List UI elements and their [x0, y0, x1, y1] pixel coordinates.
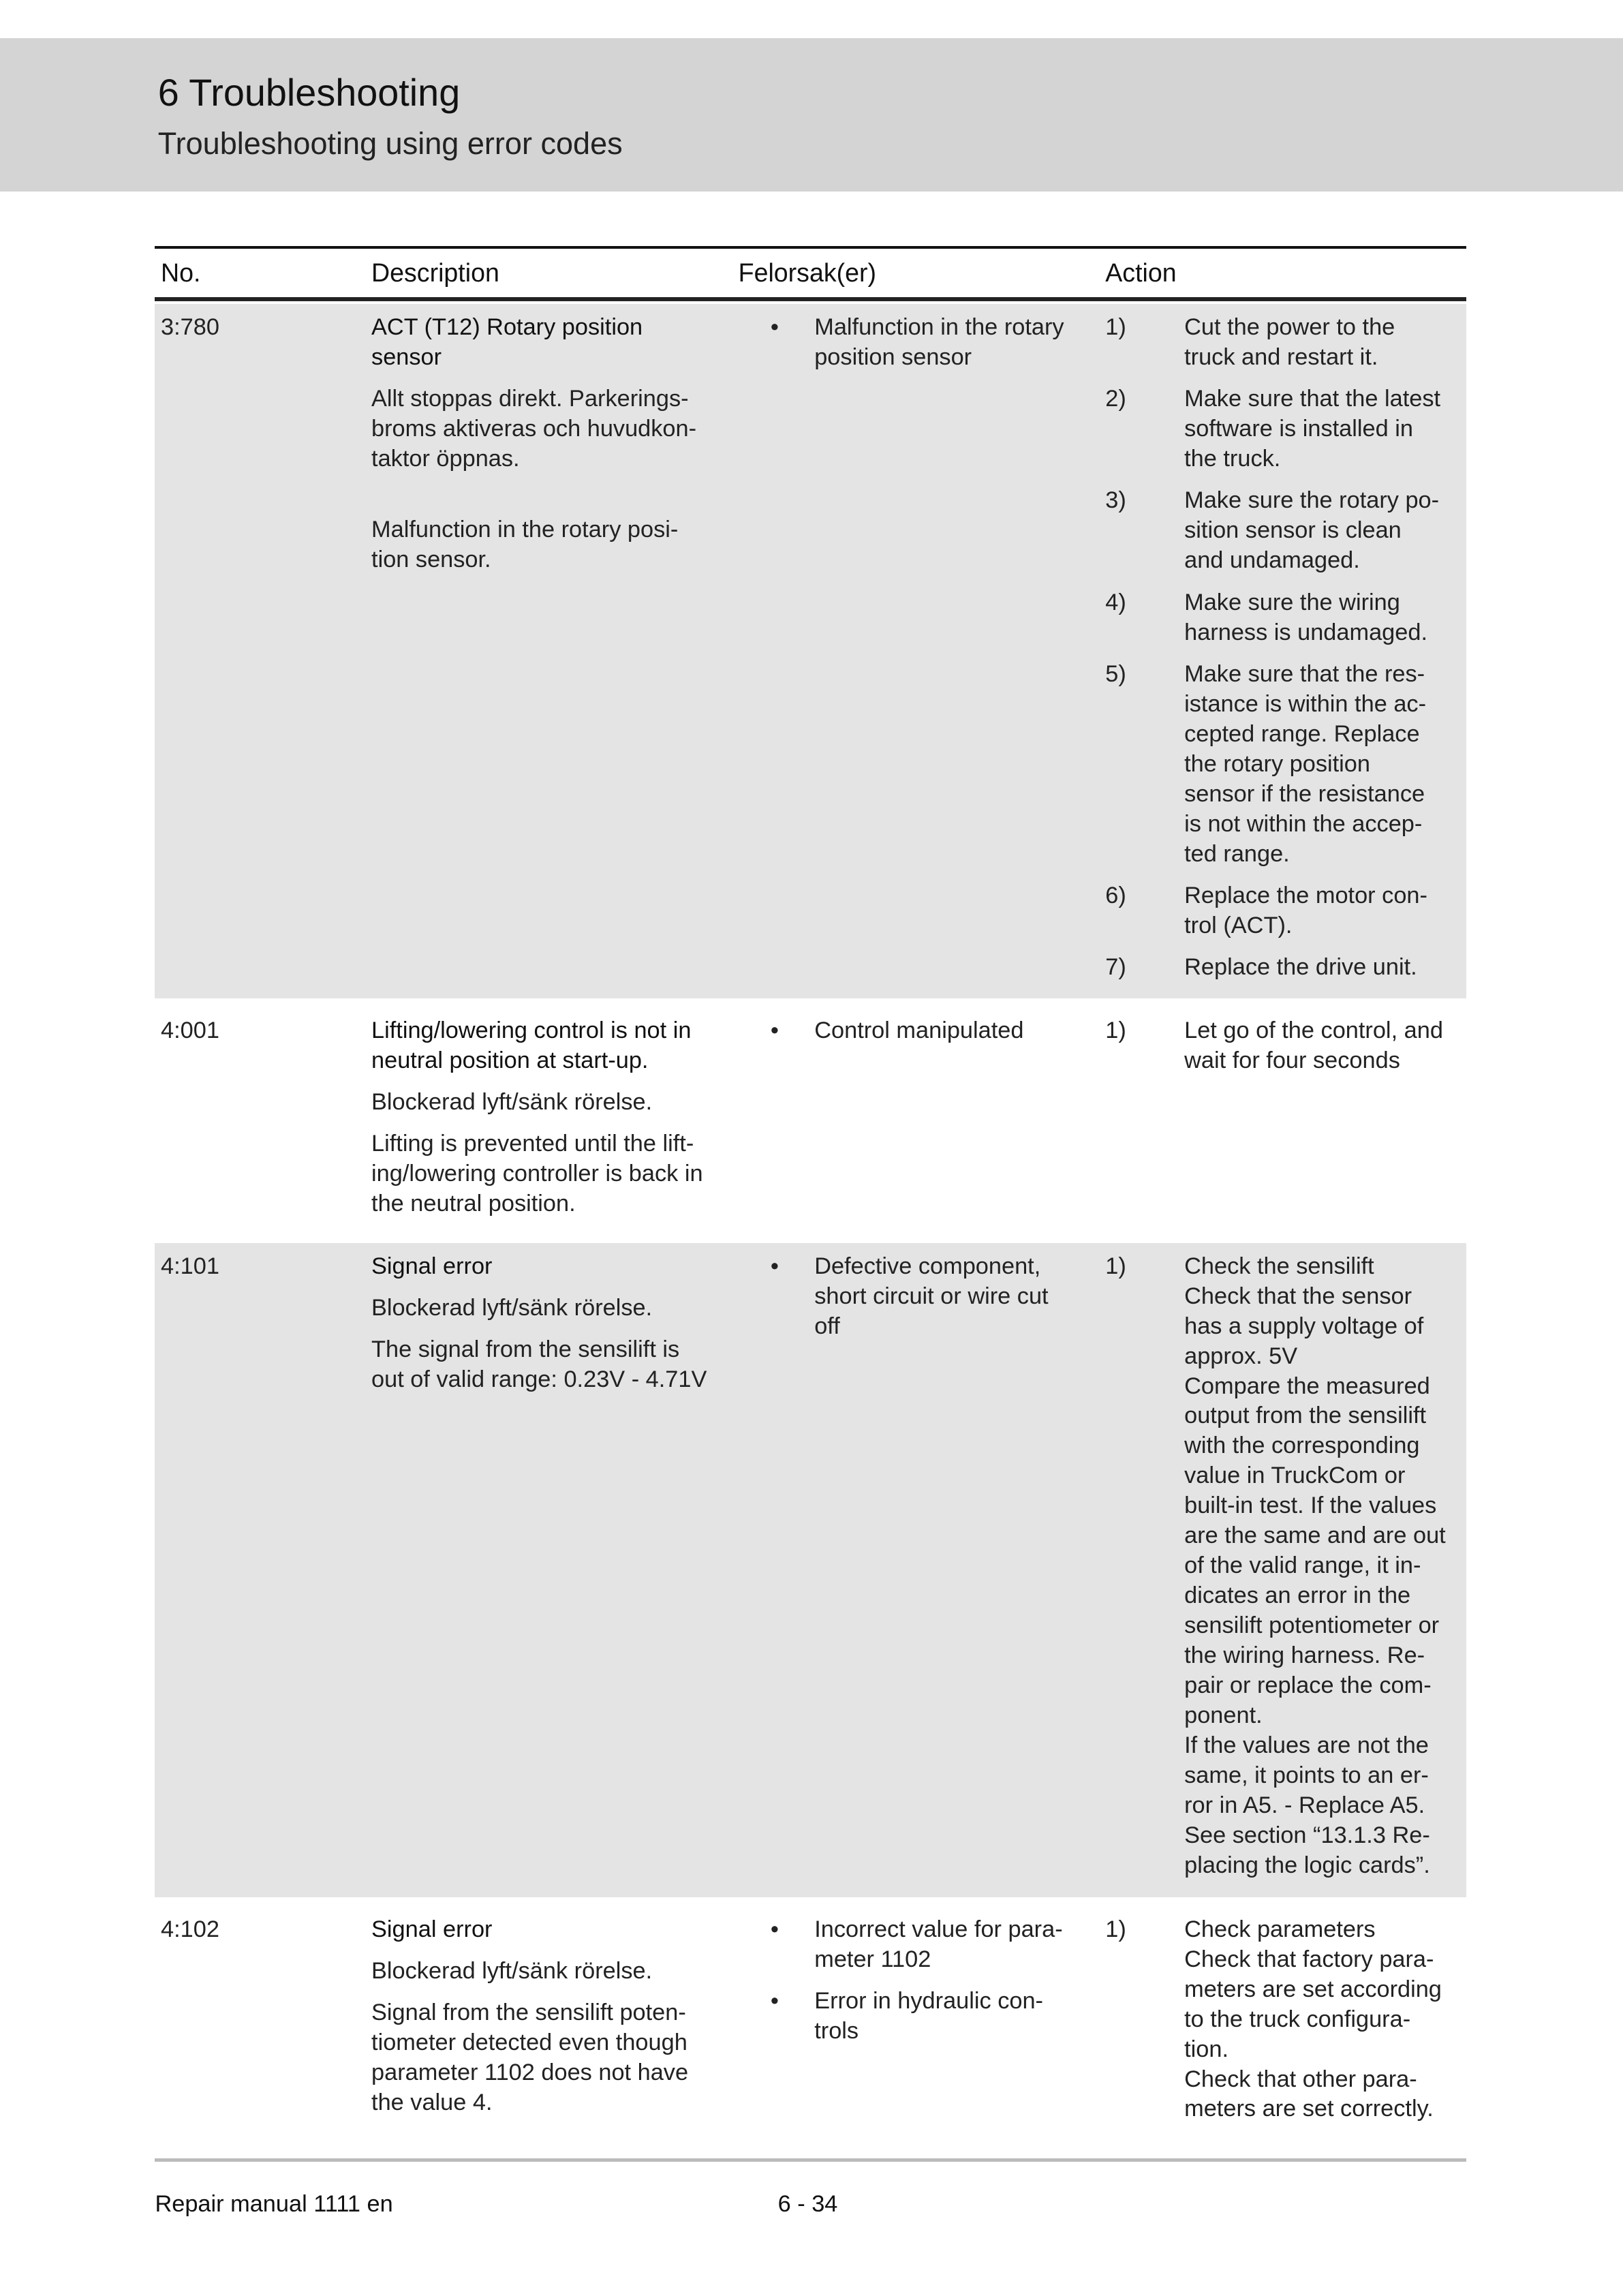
step-number: 3) [1105, 487, 1126, 514]
step-number: 7) [1105, 953, 1126, 980]
cause-cell [739, 313, 1106, 994]
action-step [1105, 313, 1466, 373]
table-row [155, 1906, 1466, 2145]
header-action: Action [1105, 258, 1177, 287]
action-step [1105, 1016, 1466, 1076]
cause-text: Control manipulated [814, 1017, 1024, 1044]
error-code: 4:102 [161, 1916, 219, 1942]
cause-text: Error in hydraulic con- trols [814, 1987, 1043, 2044]
table-header [155, 249, 1466, 297]
doc-number: 1111 en [313, 2190, 393, 2217]
table-header-rule [155, 297, 1466, 301]
action-cell [1105, 1016, 1466, 1231]
action-step [1105, 384, 1466, 474]
step-text: Replace the drive unit. [1184, 953, 1417, 980]
description-paragraph: Allt stoppas direkt. Parkerings- broms aktiveras och huvudkon- taktor öppnas. [371, 386, 697, 472]
action-step [1105, 1252, 1466, 1882]
step-text: Replace the motor con- trol (ACT). [1184, 882, 1427, 938]
cause-item [739, 1016, 1106, 1046]
description-paragraph: Malfunction in the rotary posi- tion sensor. [371, 517, 679, 573]
cause-cell [739, 1915, 1106, 2137]
step-text: Check parameters Check that factory para- meters are set according to the truck configura- tion. Check that other para- meters are set correctly. [1184, 1916, 1442, 2122]
action-step [1105, 953, 1466, 983]
description-paragraph: Signal error [371, 1916, 493, 1942]
step-number: 1) [1105, 1017, 1126, 1044]
cause-cell [739, 1252, 1106, 1893]
cause-text: Incorrect value for para- meter 1102 [814, 1916, 1063, 1972]
action-cell [1105, 1915, 1466, 2137]
table-row [155, 1007, 1466, 1240]
description-paragraph: Blockerad lyft/sänk rörelse. [371, 1294, 653, 1321]
action-step [1105, 660, 1466, 870]
step-number: 4) [1105, 589, 1126, 615]
step-text: Cut the power to the truck and restart it. [1184, 314, 1395, 371]
step-number: 1) [1105, 1253, 1126, 1279]
action-cell [1105, 313, 1466, 994]
action-cell [1105, 1252, 1466, 1893]
bullet-icon: • [770, 1017, 779, 1044]
cause-text: Malfunction in the rotary position sensor [814, 314, 1064, 371]
section-title: Troubleshooting using error codes [157, 125, 623, 161]
step-text: Make sure that the latest software is installed in the truck. [1184, 386, 1441, 472]
description-paragraph: Lifting/lowering control is not in neutral position at start-up. [371, 1017, 692, 1074]
description-paragraph: ACT (T12) Rotary position sensor [371, 314, 643, 371]
description-paragraph: Blockerad lyft/sänk rörelse. [371, 1089, 653, 1116]
error-code-table [155, 246, 1466, 2145]
manual-label: Repair manual [155, 2190, 307, 2217]
chapter-header [0, 38, 1623, 192]
action-step [1105, 881, 1466, 941]
step-text: Check the sensilift Check that the sensor has a supply voltage of approx. 5V Compare the measured output from the sensilift with the corresponding value in TruckCom or built-in test. If the values are the same and are out of the valid range, it in- dicates an error in the sensilift potentiometer or the wiring harness. Re- pair or replace the com- ponent. If the values are not the same, it points to an er- ror in A5. - Replace A5. See section “13.1.3 Re- placing the logic cards”. [1184, 1253, 1446, 1879]
step-text: Let go of the control, and wait for four seconds [1184, 1017, 1443, 1074]
description-paragraph: Blockerad lyft/sänk rörelse. [371, 1957, 653, 1984]
header-felorsak: Felorsak(er) [738, 258, 877, 287]
description-paragraph: Signal from the sensilift poten- tiometer detected even though parameter 1102 does not have the value 4. [371, 1999, 689, 2115]
error-code: 4:101 [161, 1253, 219, 1279]
header-description: Description [371, 258, 499, 287]
step-number: 1) [1105, 314, 1126, 341]
action-step [1105, 588, 1466, 648]
step-number: 5) [1105, 660, 1126, 687]
action-step [1105, 1915, 1466, 2125]
description-cell [371, 313, 739, 994]
description-cell [371, 1016, 739, 1231]
step-number: 1) [1105, 1916, 1126, 1942]
page-number: 6 - 34 [777, 2190, 838, 2217]
footer-manual [155, 2191, 392, 2218]
step-number: 2) [1105, 386, 1126, 412]
bullet-icon: • [770, 1987, 779, 2014]
description-cell [371, 1915, 739, 2137]
bullet-icon: • [770, 1253, 779, 1279]
bullet-icon: • [770, 314, 779, 341]
action-step [1105, 486, 1466, 576]
footer-rule [155, 2158, 1466, 2161]
cause-item [739, 1915, 1106, 1975]
step-text: Make sure that the res- istance is within the ac- cepted range. Replace the rotary position sensor if the resistance is not within the accep- ted range. [1184, 660, 1427, 867]
description-paragraph: Signal error [371, 1253, 493, 1279]
description-paragraph: The signal from the sensilift is out of valid range: 0.23V - 4.71V [371, 1336, 707, 1392]
step-number: 6) [1105, 882, 1126, 908]
description-cell [371, 1252, 739, 1893]
bullet-icon: • [770, 1916, 779, 1942]
error-code: 4:001 [161, 1017, 219, 1044]
description-paragraph: Lifting is prevented until the lift- ing/lowering controller is back in the neutral position. [371, 1131, 703, 1217]
chapter-title: 6 Troubleshooting [157, 70, 461, 114]
cause-item [739, 1987, 1106, 2047]
cause-item [739, 313, 1106, 373]
cause-text: Defective component, short circuit or wire cut off [814, 1253, 1049, 1339]
step-text: Make sure the wiring harness is undamaged. [1184, 589, 1427, 645]
error-code: 3:780 [161, 314, 219, 341]
cause-item [739, 1252, 1106, 1342]
cause-cell [739, 1016, 1106, 1231]
step-text: Make sure the rotary po- sition sensor is clean and undamaged. [1184, 487, 1440, 574]
table-row [155, 304, 1466, 998]
header-no: No. [161, 258, 201, 287]
table-row [155, 1243, 1466, 1897]
